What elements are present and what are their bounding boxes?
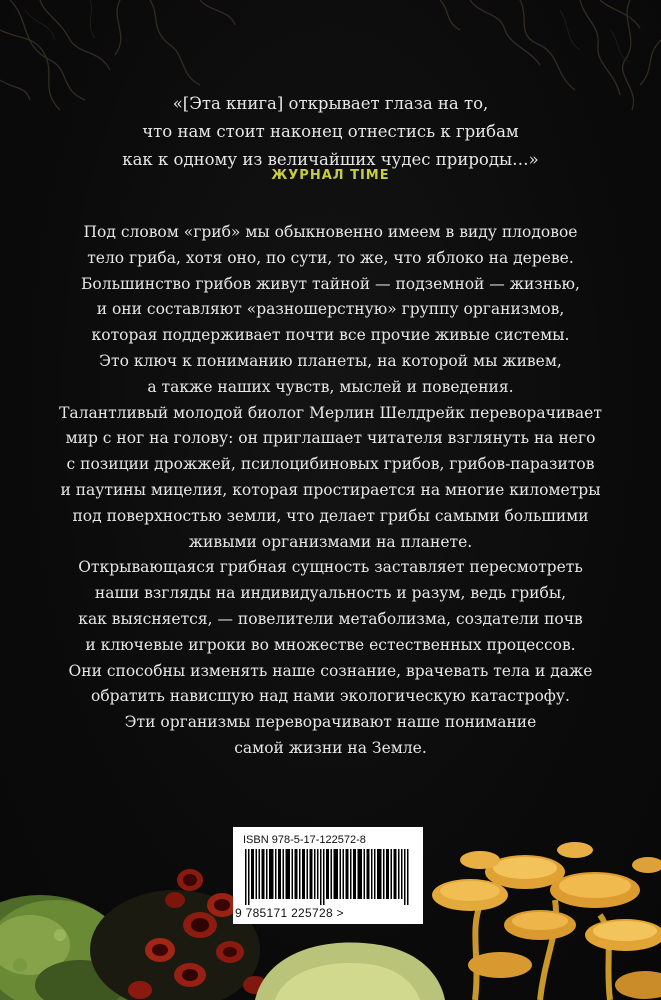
description-line: как выясняется, — повелители метаболизма, создатели почв [78, 609, 583, 628]
description-line: живыми организмами на планете. [188, 532, 473, 551]
barcode-bars [245, 849, 411, 905]
quote-line: «[Эта книга] открывает глаза на то, [172, 94, 489, 113]
quote-line: как к одному из величайших чудес природы…» [122, 150, 539, 169]
quote-source: ЖУРНАЛ TIME [271, 168, 390, 183]
description-line: и они составляют «разношерстную» группу организмов, [96, 300, 565, 319]
description-line: Открывающаяся грибная сущность заставляет пересмотреть [78, 558, 583, 577]
description-line: Эти организмы переворачивают наше понимание [124, 713, 537, 732]
description-line: Большинство грибов живут тайной — подземной — жизнью, [81, 274, 580, 293]
description-line: которая поддерживает почти все прочие живые системы. [91, 326, 570, 345]
description-line: под поверхностью земли, что делает грибы самыми большими [72, 506, 589, 525]
barcode [233, 827, 423, 924]
chanterelle-cluster [432, 842, 661, 1000]
description-line: Это ключ к пониманию планеты, на которой мы живем, [99, 351, 562, 370]
description-line: самой жизни на Земле. [234, 738, 427, 757]
pale-mushroom [255, 942, 445, 1000]
description-line: и ключевые игроки во множестве естественных процессов. [85, 635, 576, 654]
description-line: и паутины мицелия, которая простирается на многие километры [60, 480, 601, 499]
description-line: Талантливый молодой биолог Мерлин Шелдрейк переворачивает [59, 403, 602, 422]
description-line: Они способны изменять наше сознание, врачевать тела и даже [68, 661, 593, 680]
barcode-digits: 9 785171 225728 > [235, 906, 344, 920]
description-line: тело гриба, хотя оно, по сути, то же, что яблоко на дереве. [87, 248, 574, 267]
description-line: обратить нависшую над нами экологическую катастрофу. [91, 687, 570, 706]
description-line: Под словом «гриб» мы обыкновенно имеем в виду плодовое [83, 223, 578, 241]
quote [60, 90, 601, 174]
description-line: а также наших чувств, мыслей и поведения. [147, 377, 514, 396]
description-line: мир с ног на голову: он приглашает читателя взглянуть на него [65, 429, 596, 448]
isbn-label: ISBN 978-5-17-122572-8 [243, 834, 366, 846]
description [40, 220, 621, 762]
description-line: с позиции дрожжей, псилоцибиновых грибов, грибов-паразитов [66, 455, 595, 474]
description-line: наши взгляды на индивидуальность и разум, ведь грибы, [94, 584, 567, 603]
quote-line: что нам стоит наконец отнестись к грибам [142, 122, 519, 141]
